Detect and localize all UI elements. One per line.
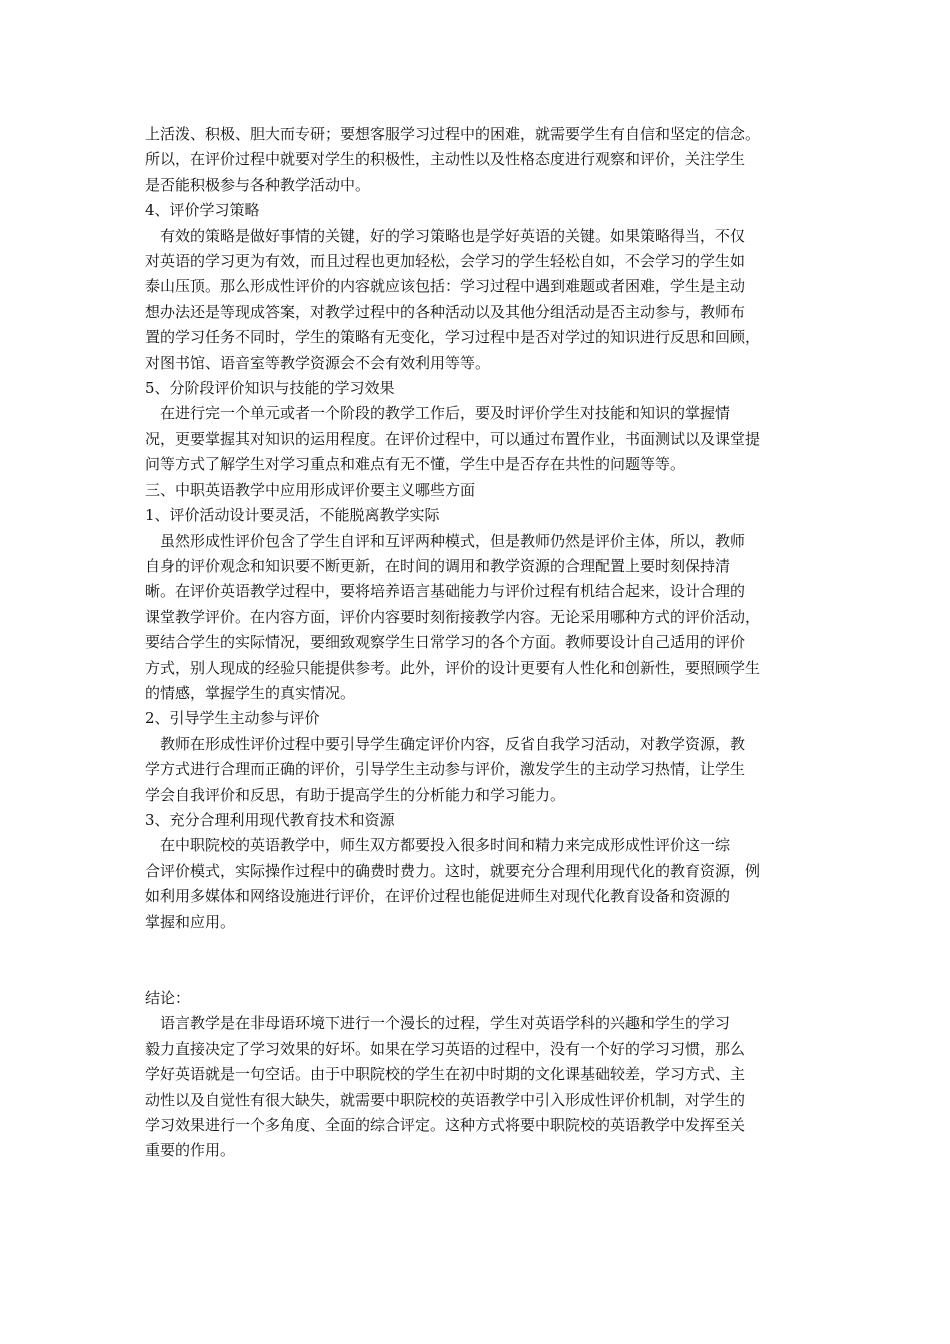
text-line: 虽然形成性评价包含了学生自评和互评两种模式，但是教师仍然是评价主体，所以，教师 (145, 531, 746, 550)
section-heading-4: 4、评价学习策略 (145, 201, 260, 220)
text-line: 教师在形成性评价过程中要引导学生确定评价内容，反省自我学习活动，对教学资源，教 (145, 734, 746, 753)
text-line: 泰山压顶。那么形成性评价的内容就应该包括：学习过程中遇到难题或者困难，学生是主动 (145, 277, 746, 296)
text-line: 的情感，掌握学生的真实情况。 (145, 683, 356, 702)
text-line: 课堂教学评价。在内容方面，评价内容要时刻衔接教学内容。无论采用哪种方式的评价活动， (145, 607, 761, 626)
text-line: 上活泼、积极、胆大而专研；要想客服学习过程中的困难，就需要学生有自信和坚定的信念。 (145, 125, 761, 143)
text-line: 在中职院校的英语教学中，师生双方都要投入很多时间和精力来完成形成性评价这一综 (145, 836, 731, 855)
text-line: 动性以及自觉性有很大缺失，就需要中职院校的英语教学中引入形成性评价机制，对学生的 (145, 1090, 746, 1109)
text-line: 如利用多媒体和网络设施进行评价，在评价过程也能促进师生对现代化教育设备和资源的 (145, 887, 731, 906)
text-line: 学会自我评价和反思，有助于提高学生的分析能力和学习能力。 (145, 785, 566, 804)
paragraph-student-participation (145, 732, 815, 808)
text-line: 问等方式了解学生对学习重点和难点有无不懂，学生中是否存在共性的问题等等。 (145, 455, 686, 474)
paragraph-flexible-design (145, 529, 815, 707)
text-line: 自身的评价观念和知识要不断更新，在时间的调用和教学资源的合理配置上要时刻保持清 (145, 556, 731, 575)
text-line: 有效的策略是做好事情的关键，好的学习策略也是学好英语的关键。如果策略得当，不仅 (145, 226, 746, 245)
section-heading-5: 5、分阶段评价知识与技能的学习效果 (145, 379, 395, 398)
text-line: 学习效果进行一个多角度、全面的综合评定。这种方式将要中职院校的英语教学中发挥至关 (145, 1116, 746, 1135)
paragraph-conclusion (145, 1011, 815, 1163)
text-line: 语言教学是在非母语环境下进行一个漫长的过程，学生对英语学科的兴趣和学生的学习 (145, 1014, 731, 1033)
text-line: 合评价模式，实际操作过程中的确费时费力。这时，就要充分合理利用现代化的教育资源，例 (145, 861, 761, 880)
text-line: 掌握和应用。 (145, 912, 236, 931)
text-line: 对英语的学习更为有效，而且过程也更加轻松，会学习的学生轻松自如，不会学习的学生如 (145, 252, 746, 271)
subsection-heading-2: 2、引导学生主动参与评价 (145, 709, 320, 728)
text-line: 学好英语就是一句空话。由于中职院校的学生在初中时期的文化课基础较差，学习方式、主 (145, 1065, 746, 1084)
text-line: 方式，别人现成的经验只能提供参考。此外，评价的设计更要有人性化和创新性，要照顾学生 (145, 658, 761, 677)
text-line: 想办法还是等现成答案，对教学过程中的各种活动以及其他分组活动是否主动参与，教师布 (145, 302, 746, 321)
paragraph-modern-technology (145, 833, 815, 935)
text-line: 学方式进行合理而正确的评价，引导学生主动参与评价，激发学生的主动学习热情，让学生 (145, 760, 746, 779)
paragraph-staged-evaluation (145, 401, 815, 477)
text-line: 所以，在评价过程中就要对学生的积极性，主动性以及性格态度进行观察和评价，关注学生 (145, 150, 746, 169)
text-line: 置的学习任务不同时，学生的策略有无变化，学习过程中是否对学过的知识进行反思和回顾， (145, 328, 761, 347)
text-line: 晰。在评价英语教学过程中，要将培养语言基础能力与评价过程有机结合起来，设计合理的 (145, 582, 746, 601)
text-line: 要结合学生的实际情况，要细致观察学生日常学习的各个方面。教师要设计自己适用的评价 (145, 633, 746, 652)
text-line: 是否能积极参与各种教学活动中。 (145, 175, 371, 194)
subsection-heading-1: 1、评价活动设计要灵活，不能脱离教学实际 (145, 506, 440, 525)
subsection-heading-3: 3、充分合理利用现代教育技术和资源 (145, 810, 395, 829)
paragraph-continuation (145, 122, 815, 198)
text-line: 对图书馆、语音室等教学资源会不会有效利用等等。 (145, 353, 491, 372)
conclusion-heading: 结论： (145, 989, 191, 1007)
document-body (145, 122, 815, 1164)
paragraph-learning-strategy (145, 224, 815, 376)
text-line: 重要的作用。 (145, 1141, 236, 1160)
blank-space (145, 935, 815, 986)
text-line: 毅力直接决定了学习效果的好坏。如果在学习英语的过程中，没有一个好的学习习惯，那么 (145, 1039, 746, 1058)
chapter-heading-3: 三、中职英语教学中应用形成评价要主义哪些方面 (145, 480, 476, 499)
text-line: 况，更要掌握其对知识的运用程度。在评价过程中，可以通过布置作业，书面测试以及课堂提 (145, 429, 761, 448)
text-line: 在进行完一个单元或者一个阶段的教学工作后，要及时评价学生对技能和知识的掌握情 (145, 404, 731, 423)
